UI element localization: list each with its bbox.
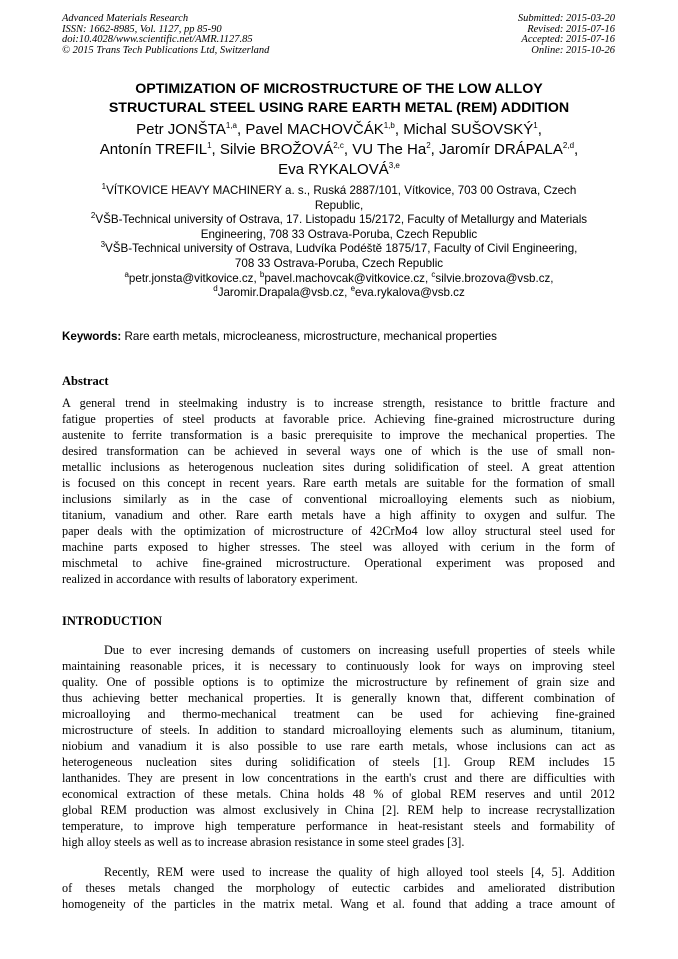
author-separator: ,	[574, 141, 579, 158]
author-line	[40, 140, 638, 160]
affil-text: Republic,	[314, 198, 364, 212]
text-line: fatigue properties of steel products at favorable price. Achieving fine-grained microstructure during	[62, 412, 615, 426]
author-separator: ,	[211, 141, 220, 158]
title-line: STRUCTURAL STEEL USING RARE EARTH METAL (REM) ADDITION	[108, 100, 570, 116]
affiliations	[50, 184, 628, 301]
accepted-date: Accepted: 2015-07-16	[521, 34, 615, 45]
text-line: inclusions similarly as in the case of conventional microalloying elements such as niobium,	[62, 492, 615, 506]
email-mark: b	[259, 269, 265, 279]
author-separator: ,	[343, 141, 353, 158]
affil-mark: 2	[90, 211, 96, 221]
text-line: thus achieving better mechanical properties. It is generally known that, different combination of	[62, 691, 615, 705]
text-line: realized in accordance with results of laboratory experiment.	[62, 572, 358, 586]
affiliation-line	[50, 242, 628, 257]
author-affil-mark: 2	[426, 141, 431, 150]
email-mark: e	[350, 284, 356, 294]
keywords-text: Rare earth metals, microcleaness, microstructure, mechanical properties	[121, 330, 497, 343]
text-line: lanthanides. They are present in low concentrations in the earth's crust and there are difficulties with	[62, 771, 615, 785]
affiliation-line	[50, 184, 628, 199]
author-affil-mark: 1	[533, 121, 538, 130]
author-affil-mark: 2,c	[333, 141, 344, 150]
text-line: microstructure of steels. In addition to standard microalloying elements such as aluminum, titanium,	[62, 723, 615, 737]
text-line: heterogeneous nucleation sites during solidification of steels [1]. Group REM includes 15	[62, 755, 615, 769]
author-separator: ,	[394, 121, 404, 138]
author-name: Petr JONŠTA	[136, 121, 226, 138]
text-line: maintaining reasonable prices, it is necessary to continuously look for ways on improving steel	[62, 659, 615, 673]
author-affil-mark: 1,a	[225, 121, 237, 130]
affil-mark: 1	[101, 182, 107, 192]
author-name: VU The Ha	[352, 141, 427, 158]
keywords-label: Keywords:	[62, 330, 122, 343]
text-line: homogeneity of the particles in the matrix metal. Wang et al. found that adding a trace amount of	[62, 897, 615, 911]
author-separator: ,	[237, 121, 246, 138]
affil-text: Engineering, 708 33 Ostrava-Poruba, Czech Republic	[200, 227, 478, 241]
affil-text: VŠB-Technical university of Ostrava, 17. Listopadu 15/2172, Faculty of Metallurgy and Materials	[95, 213, 588, 227]
affiliation-line	[50, 257, 628, 272]
text-line: paper deals with the optimization of microstructure of 42CrMo4 low alloy structural steel used for	[62, 524, 615, 538]
keywords	[62, 330, 497, 344]
text-line: metallic inclusions as heterogenous nucleation sites during solidification of steel. A great attention	[62, 460, 615, 474]
author-line	[40, 120, 638, 140]
text-line: desired transformation can be achieved in several ways one of which is the use of small non-	[62, 444, 615, 458]
text-line: quality. One of possible options is to optimize the microstructure by refinement of grain size and	[62, 675, 615, 689]
text-line: niobium and vanadium it is also possible to use rare earth metals, whose inclusions can act as	[62, 739, 615, 753]
author-list	[40, 120, 638, 180]
email-mark: c	[431, 269, 436, 279]
title-line: OPTIMIZATION OF MICROSTRUCTURE OF THE LOW ALLOY	[135, 81, 543, 97]
affil-mark: 3	[100, 240, 106, 250]
author-name: Silvie BROŽOVÁ	[219, 141, 334, 158]
text-line: Due to ever incresing demands of customers on increasing usefull properties of steels while	[104, 643, 615, 657]
copyright-line: © 2015 Trans Tech Publications Ltd, Switzerland	[62, 44, 270, 56]
affil-text: VÍTKOVICE HEAVY MACHINERY a. s., Ruská 2887/101, Vítkovice, 703 00 Ostrava, Czech	[106, 184, 577, 197]
introduction-heading: INTRODUCTION	[62, 614, 163, 628]
abstract-body	[62, 395, 615, 587]
submission-dates	[518, 14, 615, 56]
text-line: mischmetal to achive fine-grained microstructure. Operational experiment was proposed and	[62, 556, 615, 570]
journal-name: Advanced Materials Research	[62, 13, 189, 24]
author-line	[40, 160, 638, 180]
author-affil-mark: 3,e	[388, 161, 400, 170]
email-mark: d	[213, 284, 218, 294]
text-line: austenite to ferrite transformation is a basic prerequisite to improve the mechanical properties. The	[62, 428, 615, 442]
email-a[interactable]: petr.jonsta@vitkovice.cz,	[128, 271, 260, 285]
text-line: A general trend in steelmaking industry is to increase strength, resistance to brittle fracture and	[62, 396, 615, 410]
text-line: microalloying and thermo-mechanical treatment can be used for achieving fine-grained	[62, 707, 615, 721]
introduction-paragraph-2	[62, 864, 615, 912]
affil-text: VŠB-Technical university of Ostrava, Ludvíka Podéště 1875/17, Faculty of Civil Engineering,	[105, 242, 578, 256]
author-name: Michal SUŠOVSKÝ	[403, 121, 534, 138]
doi-line: doi:10.4028/www.scientific.net/AMR.1127.85	[62, 34, 253, 45]
affiliation-line	[50, 228, 628, 243]
text-line: machine parts exposed to higher stresses. The steel was alloyed with cerium in the form of	[62, 540, 615, 554]
text-line: temperature, to improve high temperature performance in heat-resistant steels and formability of	[62, 819, 615, 833]
text-line: Recently, REM were used to increase the quality of high alloyed tool steels [4, 5]. Addition	[104, 865, 615, 879]
email-d[interactable]: Jaromir.Drapala@vsb.cz,	[217, 286, 351, 300]
abstract-heading: Abstract	[62, 374, 109, 388]
text-line: global REM production was almost exclusively in China [2]. REM help to increase recrystallization	[62, 803, 615, 817]
introduction-paragraph-1	[62, 642, 615, 850]
author-separator: ,	[430, 141, 439, 158]
author-separator: ,	[537, 121, 542, 138]
author-affil-mark: 1,b	[383, 121, 395, 130]
email-b[interactable]: pavel.machovcak@vitkovice.cz,	[264, 271, 432, 285]
email-line	[50, 269, 628, 287]
author-affil-mark: 1	[207, 141, 212, 150]
text-line: economical extraction of these metals. China holds 48 % of global REM reserves and until 2012	[62, 787, 615, 801]
email-e[interactable]: eva.rykalova@vsb.cz	[355, 286, 465, 300]
issn-line: ISSN: 1662-8985, Vol. 1127, pp 85-90	[62, 23, 222, 35]
affiliation-line	[50, 199, 628, 214]
journal-info	[62, 14, 269, 56]
affil-text: 708 33 Ostrava-Poruba, Czech Republic	[234, 256, 444, 270]
online-date: Online: 2015-10-26	[531, 44, 615, 56]
author-affil-mark: 2,d	[562, 141, 575, 150]
email-mark: a	[124, 269, 129, 279]
text-line: high alloy steels as well as to increase abrasion resistance in some steel grades [3].	[62, 835, 465, 849]
submitted-date: Submitted: 2015-03-20	[517, 13, 615, 24]
text-line: is focused on this concept in recent years. Rare earth metals are suitable for the formation of small	[62, 476, 615, 490]
email-c[interactable]: silvie.brozova@vsb.cz,	[435, 271, 554, 285]
author-name: Pavel MACHOVČÁK	[245, 121, 384, 138]
text-line: titanium, vanadium and other. Rare earth metals have a high affinity to oxygen and sulfur. The	[62, 508, 615, 522]
revised-date: Revised: 2015-07-16	[527, 23, 615, 35]
paper-title	[40, 80, 638, 118]
author-name: Jaromír DRÁPALA	[438, 141, 563, 158]
email-line	[50, 286, 628, 301]
affiliation-line	[50, 213, 628, 228]
author-name: Eva RYKALOVÁ	[278, 161, 389, 178]
author-name: Antonín TREFIL	[99, 141, 208, 158]
text-line: of theses metals changed the morphology of eutectic carbides and ameliorated distribution	[62, 881, 615, 895]
